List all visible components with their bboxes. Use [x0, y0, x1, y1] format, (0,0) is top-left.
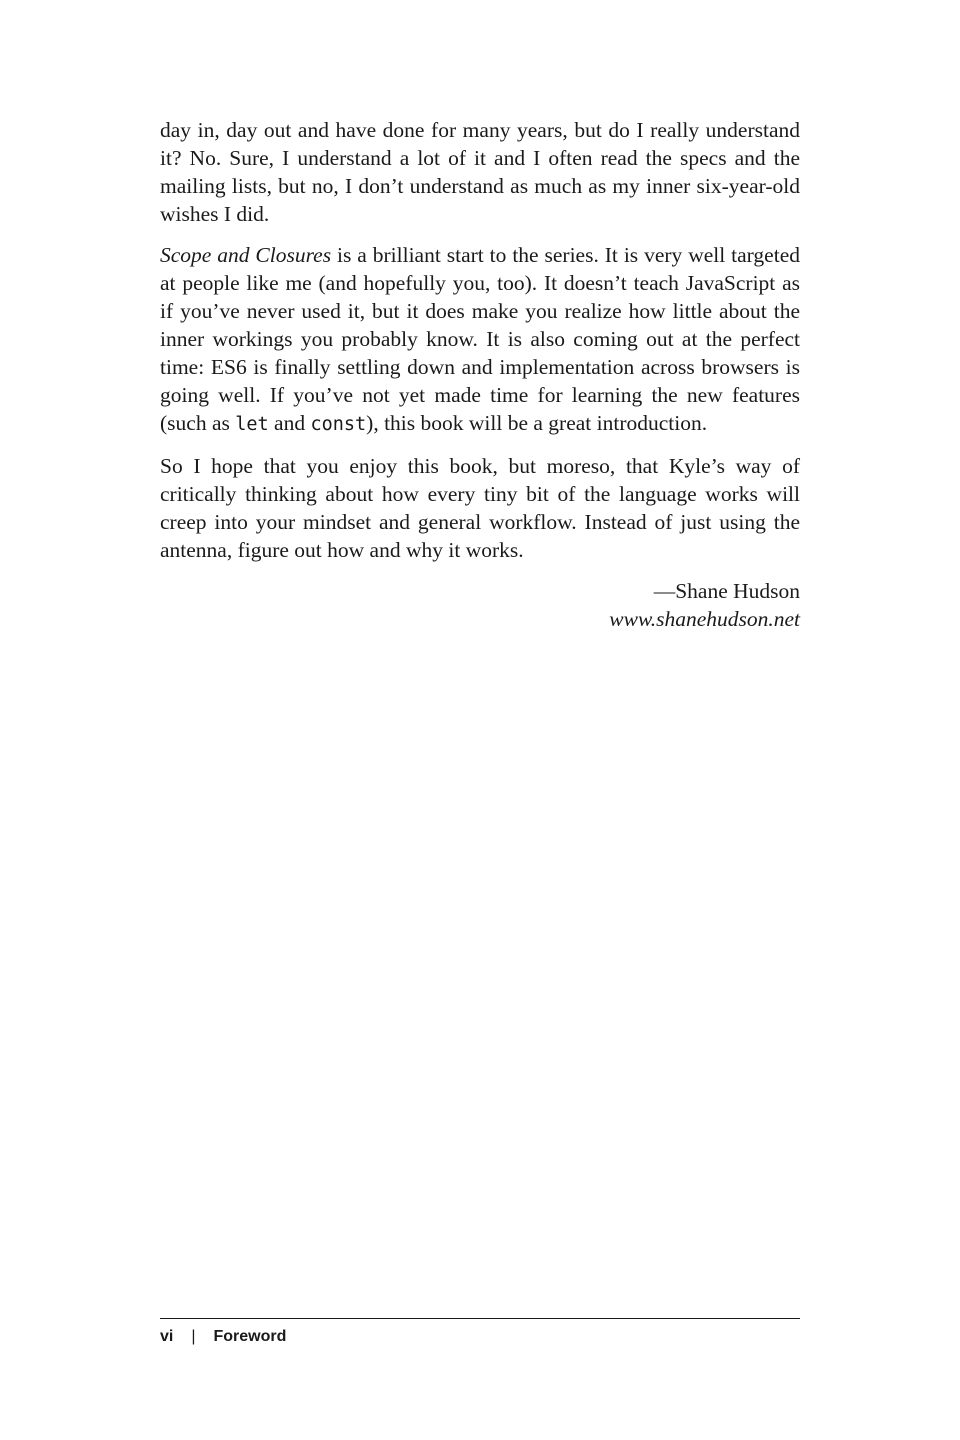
code-const: const — [310, 414, 367, 435]
page-number: vi — [160, 1328, 174, 1345]
paragraph-3: So I hope that you enjoy this book, but moreso, that Kyle’s way of critically thinking about how every tiny bit of the language works will creep into your mindset and general workflow. Instead of just using the antenna, figure out how and why it works. — [160, 454, 800, 562]
footer-rule — [160, 1318, 800, 1319]
page-body — [160, 116, 800, 633]
paragraph-2 — [160, 241, 800, 439]
signature-name: —Shane Hudson — [653, 579, 800, 603]
book-title: Scope and Closures — [160, 243, 332, 267]
code-let: let — [235, 414, 269, 435]
paragraph-1: day in, day out and have done for many years, but do I really understand it? No. Sure, I understand a lot of it and I often read the specs and the mailing lists, but no, I don’t understand as much as my inner six-year-old wishes I did. — [160, 118, 800, 226]
paragraph-2-text-c: ), this book will be a great introduction. — [366, 411, 708, 435]
paragraph-2-text-a: is a brilliant start to the series. It is very well targeted at people like me (and hopefully you, too). It doesn’t teach JavaScript as if you’ve never used it, but it does make you realize how little about the inner workings you probably know. It is also coming out at the perfect time: ES6 is finally settling down and implementation across browsers is going well. If you’ve not yet made time for learning the new features (such as — [160, 243, 800, 435]
signature-url: www.shanehudson.net — [609, 607, 800, 631]
page-footer — [160, 1326, 286, 1348]
paragraph-2-text-b: and — [268, 411, 311, 435]
signature-block — [160, 577, 800, 633]
footer-separator: | — [191, 1328, 196, 1345]
footer-section-title: Foreword — [213, 1328, 287, 1345]
